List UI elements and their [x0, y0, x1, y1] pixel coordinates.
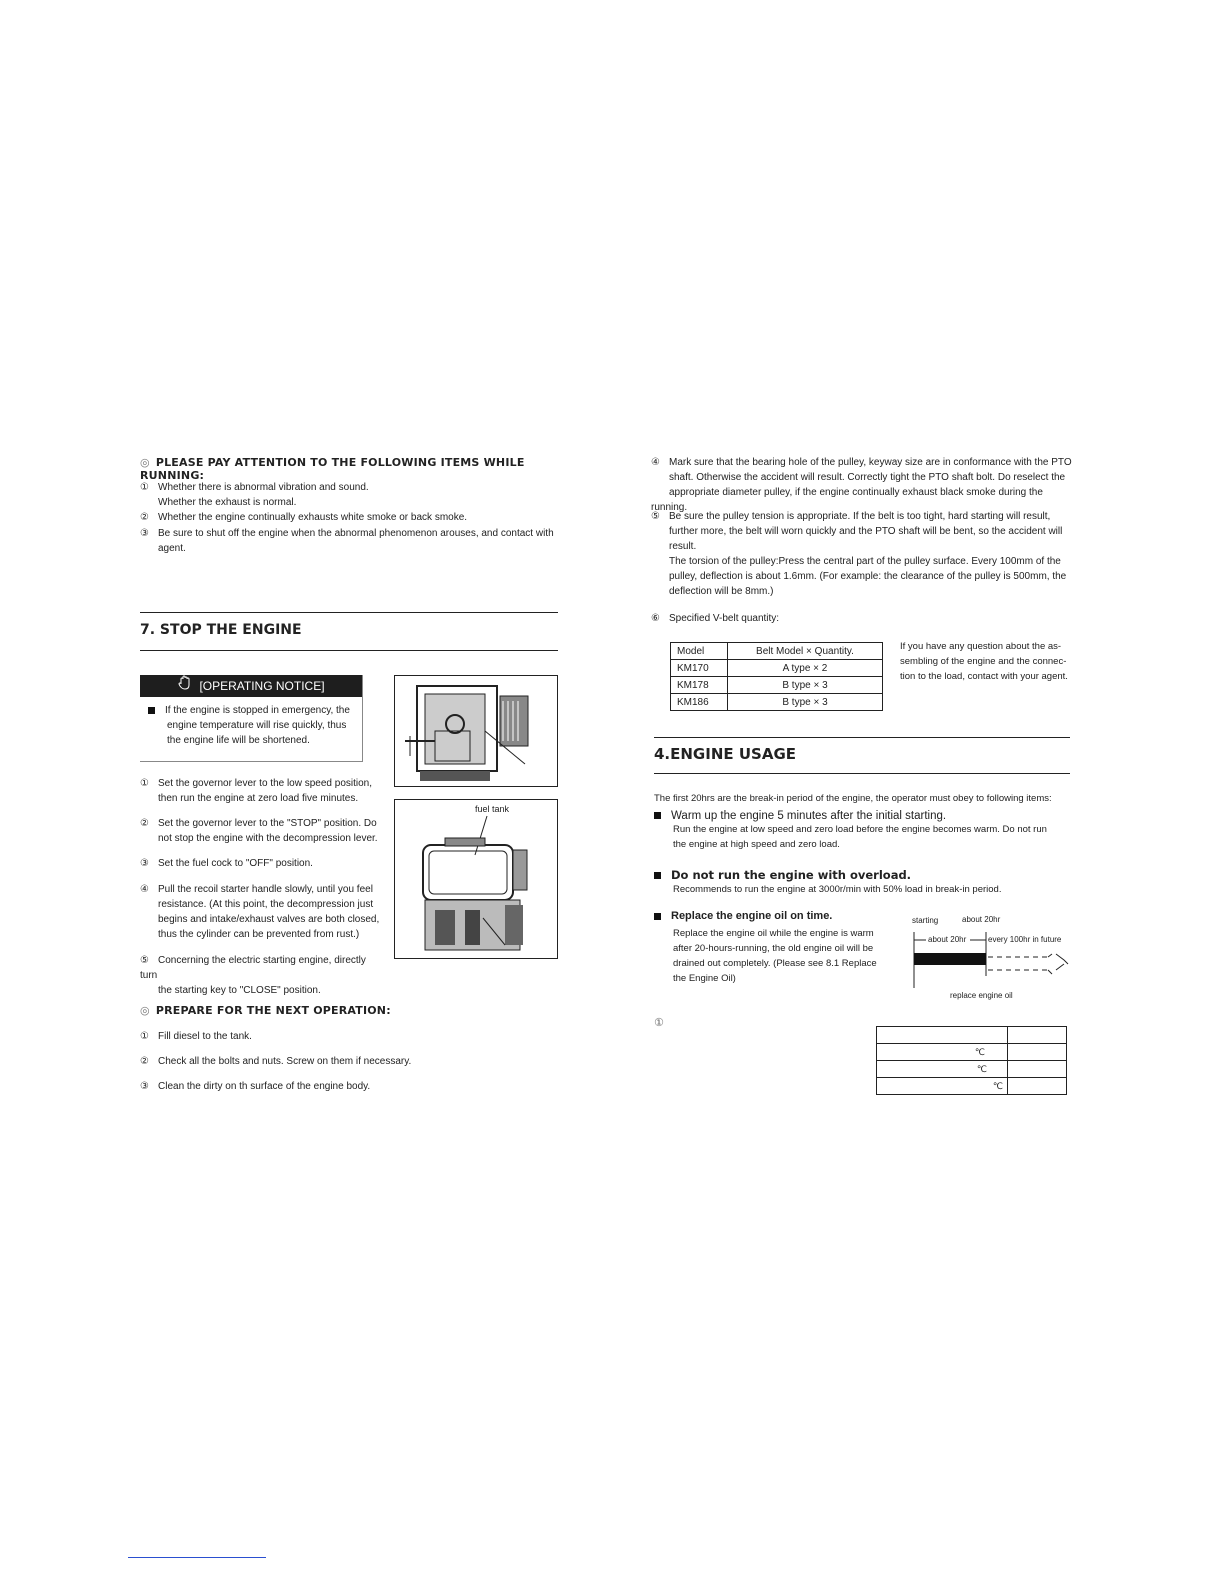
engine-usage-heading: 4.ENGINE USAGE — [654, 745, 797, 763]
bullet-square — [654, 812, 661, 819]
operating-notice: [OPERATING NOTICE] If the engine is stopped in emergency, the engine temperature will rise quickly, thus the engine life will be shortened. — [140, 675, 363, 762]
link-underline[interactable] — [128, 1557, 266, 1558]
table-cell: ℃ — [877, 1078, 1008, 1095]
usage-point-3: Replace the engine oil on time. Replace the engine oil while the engine is warm after 20-hours-running, the old engine oil will be drained out completely. (Please see 8.1 Replace the Engine Oil) — [654, 910, 904, 986]
prepare-heading: ◎ PREPARE FOR THE NEXT OPERATION: — [140, 1004, 391, 1017]
about-20hr-label: about 20hr — [928, 935, 967, 944]
prepare-item-1: ① Fill diesel to the tank. — [140, 1031, 252, 1042]
table-header-cell: Model — [671, 643, 728, 660]
stop-step-2: ② Set the governor lever to the "STOP" position. Do not stop the engine with the decompression lever. — [140, 818, 378, 844]
engine-governor-illustration — [394, 675, 558, 787]
starting-label: starting — [912, 916, 939, 925]
table-row — [877, 1078, 1067, 1095]
table-cell: B type × 3 — [728, 694, 883, 711]
question-note: If you have any question about the as- sembling of the engine and the connec- tion to the load, contact with your agent. — [900, 641, 1068, 682]
prepare-item-2: ② Check all the bolts and nuts. Screw on them if necessary. — [140, 1056, 412, 1067]
table-cell: KM178 — [671, 677, 728, 694]
divider — [140, 612, 558, 613]
double-circle-icon: ◎ — [140, 456, 150, 469]
table-row — [877, 1044, 1067, 1061]
table-cell: KM186 — [671, 694, 728, 711]
attention-heading: ◎ PLEASE PAY ATTENTION TO THE FOLLOWING ITEMS WHILE RUNNING: — [140, 456, 525, 482]
divider — [654, 737, 1070, 738]
pulley-item-6: ⑥ Specified V-belt quantity: — [651, 613, 780, 624]
table-row — [877, 1061, 1067, 1078]
table-header-row — [671, 643, 883, 660]
stop-step-1: ① Set the governor lever to the low speed position, then run the engine at zero load five minutes. — [140, 778, 373, 804]
double-circle-icon: ◎ — [140, 1004, 150, 1017]
engine-fuel-tank-illustration — [394, 799, 558, 959]
table-row — [671, 660, 883, 677]
notice-title-bar: [OPERATING NOTICE] — [140, 675, 362, 697]
bullet-square — [148, 707, 155, 714]
usage-intro: The first 20hrs are the break-in period of the engine, the operator must obey to following items: — [654, 793, 1052, 804]
circled-one: ① — [654, 1017, 664, 1029]
usage-point-1: Warm up the engine 5 minutes after the initial starting. Run the engine at low speed and zero load before the engine becomes warm. Do not run the engine at high speed and zero load. — [654, 810, 1074, 852]
pulley-item-5: ⑤ Be sure the pulley tension is appropriate. If the belt is too tight, hard starting will result, further more, the belt will worn quickly and the PTO shaft will be bent, so the accident will result. The torsion of the pulley:Press the central part of the pulley surface. Every 100mm of the pulley, deflection is about 1.6mm. (For example: the clearance of the pulley is 500mm, the deflection will be 8mm.) — [651, 511, 1067, 597]
usage-point-2: Do not run the engine with overload. Recommends to run the engine at 3000r/min with 50% load in break-in period. — [654, 868, 1074, 897]
stop-step-4: ④ Pull the recoil starter handle slowly, until you feel resistance. (At this point, the decompression just begins and intake/exhaust valves are both closed, thus the cylinder can be prevented from rust.) — [140, 884, 380, 940]
hand-icon — [177, 675, 193, 698]
replace-oil-label: replace engine oil — [950, 991, 1013, 1000]
table-cell: B type × 3 — [728, 677, 883, 694]
vbelt-table — [670, 642, 883, 711]
about-20hr-top-label: about 20hr — [962, 915, 1001, 924]
bullet-square — [654, 913, 661, 920]
attention-item-2: ② Whether the engine continually exhausts white smoke or back smoke. — [140, 512, 468, 523]
attention-item-1: ① Whether there is abnormal vibration and sound. Whether the exhaust is normal. — [140, 482, 369, 508]
table-cell: ℃ — [877, 1061, 1008, 1078]
stop-step-5: ⑤ Concerning the electric starting engine, directly turn the starting key to "CLOSE" position. — [140, 955, 366, 996]
pulley-item-4: ④ Mark sure that the bearing hole of the pulley, keyway size are in conformance with the PTO shaft. Otherwise the accident will result. Correctly tight the PTO shaft bolt. Do reselect the appropriate diameter pulley, if the engine continually exhaust black smoke during the running. — [651, 457, 1072, 513]
stop-engine-heading: 7. STOP THE ENGINE — [140, 622, 302, 638]
table-cell: ℃ — [877, 1044, 1008, 1061]
table-header-cell: Belt Model × Quantity. — [728, 643, 883, 660]
table-row — [877, 1027, 1067, 1044]
table-row — [671, 677, 883, 694]
prepare-item-3: ③ Clean the dirty on th surface of the engine body. — [140, 1081, 371, 1092]
fuel-tank-label: fuel tank — [475, 804, 510, 814]
oil-change-diagram — [908, 912, 1078, 1000]
table-cell: KM170 — [671, 660, 728, 677]
temperature-table — [876, 1026, 1067, 1095]
table-row — [671, 694, 883, 711]
stop-step-3: ③ Set the fuel cock to "OFF" position. — [140, 858, 313, 869]
every-100hr-label: every 100hr in future — [988, 935, 1062, 944]
divider — [140, 650, 558, 651]
attention-item-3: ③ Be sure to shut off the engine when the abnormal phenomenon arouses, and contact with agent. — [140, 528, 554, 554]
table-cell: A type × 2 — [728, 660, 883, 677]
bullet-square — [654, 872, 661, 879]
divider — [654, 773, 1070, 774]
